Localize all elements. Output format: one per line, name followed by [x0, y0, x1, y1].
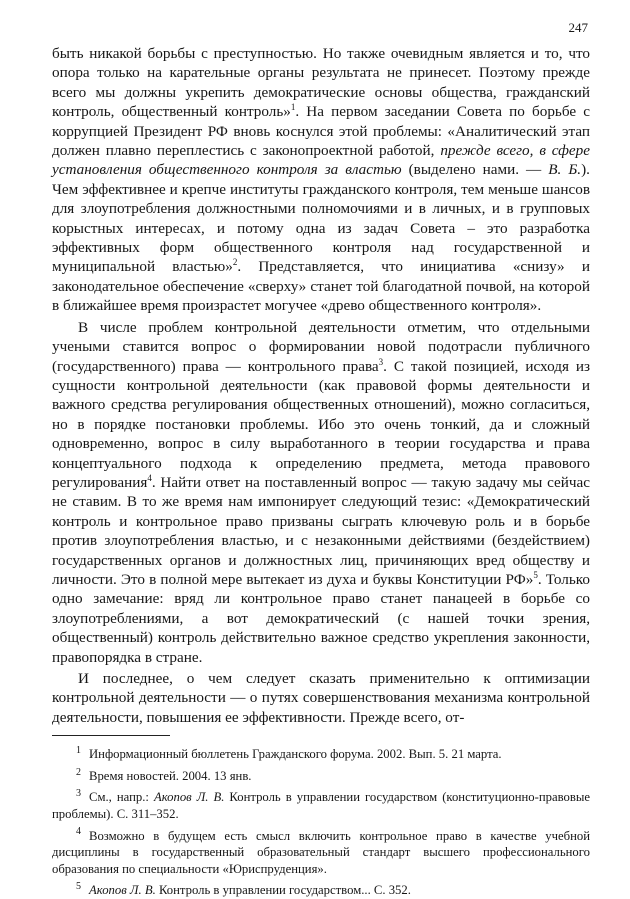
text-run: быть никакой борьбы с преступностью. Но также очевидным является и то, что опора только на карательные органы результата не принесет. Поэтому прежде всего мы должны укрепить демократические основы общества, гражданский контроль, общественный контроль»: [52, 45, 590, 121]
text-run: Возможно в будущем есть смысл включить контрольное право в качестве учебной дисциплины в государственный образовательный стандарт высшего профессионального образования по специальности «Юриспруденция».: [52, 828, 590, 876]
text-run: В числе проблем контрольной деятельности отметим, что отдельными учеными ставится вопрос о формировании новой подотрасли публичного (государственного) права — контрольного права: [52, 318, 590, 375]
text-run: . Найти ответ на поставленный вопрос — такую задачу мы сейчас не ставим. В то же время нам импонирует следующий тезис: «Демократический контроль и контрольное право призваны сыграть ключевую роль и в борьбе против злоупотребления властью, и с незаконными действиями (бездействием) государственных органов и должностных лиц, причиняющих вред обществу и личности. Это в полной мере вытекает из духа и буквы Конституции РФ»: [52, 473, 590, 588]
footnote: [52, 828, 590, 878]
text-run: Контроль в управлении государством... С. 352.: [155, 883, 411, 898]
footnote-ref: 1: [290, 102, 296, 113]
footnote: [52, 789, 590, 822]
paragraph: [52, 44, 590, 316]
page-number: 247: [568, 20, 588, 35]
footnote-number: 1: [76, 744, 81, 756]
text-run: И последнее, о чем следует сказать применительно к оптимизации контрольной деятельности — о путях совершенствования механизма контрольной деятельности, повышения ее эффективности. Прежде всего, от-: [52, 670, 590, 726]
footnotes: [52, 746, 590, 899]
text-run: . Только одно замечание: вряд ли контрольное право станет панацеей в борьбе со злоупотреблениями, а вот демократический (с нашей точки зрения, общественный) контроль действительно важное средство укрепления законности, правопорядка в стране.: [52, 570, 590, 666]
text-run: (выделено нами. —: [401, 161, 549, 179]
footnote-separator: [52, 735, 170, 736]
footnote-number: 4: [76, 826, 81, 838]
text-run: . Представляется, что инициатива «снизу» и законодательное обеспечение «сверху» станет той благодатной почвой, на которой в ближайшее время произрастет могучее «древо общественного контроля».: [52, 258, 590, 315]
text-run: ). Чем эффективнее и крепче институты гражданского контроля, тем меньше шансов для злоупотребления должностными полномочиями и в личных, и в групповых корыстных интересах, и потому одна из задач Совета – это разработка эффективных форм общественного контроля над государственной и муниципальной властью»: [52, 161, 590, 276]
footnote: [52, 768, 590, 785]
paragraph: [52, 318, 590, 667]
paragraph: [52, 669, 590, 727]
footnote: [52, 882, 590, 899]
text-run: . На первом заседании Совета по борьбе с коррупцией Президент РФ вновь коснулся этой проблемы: «Аналитический этап должен плавно переплестись с законопроектной работой,: [52, 103, 590, 160]
text-run: . С такой позицией, исходя из сущности контрольной деятельности (как правовой формы деятельности и важного средства регулирования общественных отношений), можно согласиться, но в порядке постановки проблемы. Ибо это очень тонкий, да и сложный одновременно, вопрос в силу выработанного в теории государства и права концептуального подхода к определению предмета, метода правового регулирования: [52, 357, 590, 491]
footnote: [52, 746, 590, 763]
italic-text: Акопов Л. В.: [89, 883, 156, 898]
main-text: [52, 44, 590, 727]
italic-text: прежде всего, в сфере установления общественного контроля за властью: [52, 142, 590, 179]
footnote-ref: 2: [232, 257, 238, 268]
footnote-number: 3: [76, 788, 81, 800]
italic-text: Акопов Л. В.: [153, 790, 225, 805]
footnote-ref: 3: [378, 356, 384, 367]
text-run: Контроль в управлении государством (конституционно-правовые проблемы). С. 311–352.: [52, 790, 591, 821]
italic-text: В. Б.: [548, 161, 582, 179]
text-run: Время новостей. 2004. 13 янв.: [89, 768, 252, 783]
footnote-number: 5: [76, 881, 81, 893]
text-run: См., напр.:: [89, 790, 154, 805]
footnote-number: 2: [76, 766, 81, 778]
footnote-ref: 5: [533, 569, 538, 580]
text-run: Информационный бюллетень Гражданского форума. 2002. Вып. 5. 21 марта.: [89, 747, 502, 762]
footnote-ref: 4: [147, 472, 152, 483]
